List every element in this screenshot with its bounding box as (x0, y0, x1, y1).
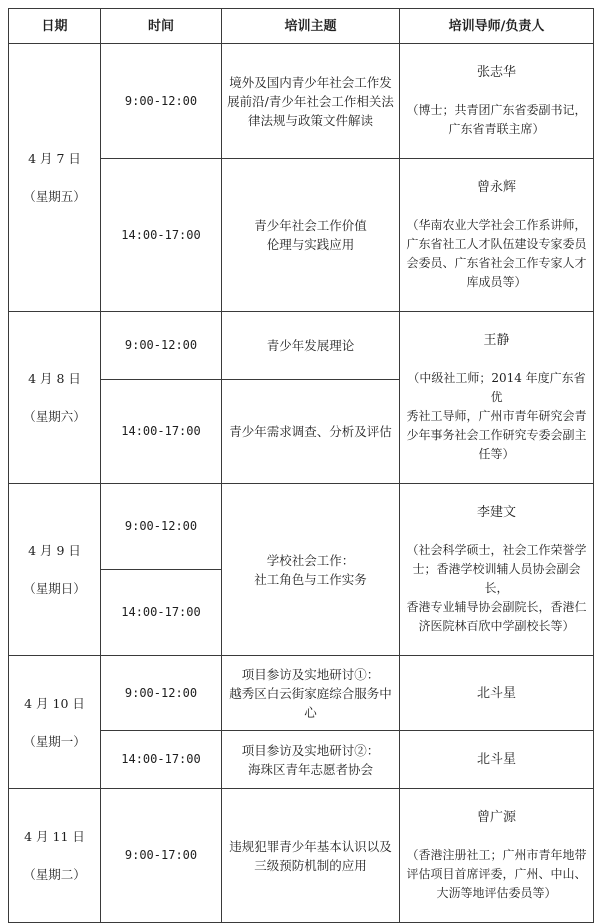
table-row (9, 789, 594, 923)
mentor-description: （香港注册社工；广州市青年地带 评估项目首席评委，广州、中山、 大沥等地评估委员等） (406, 848, 587, 900)
time-cell: 9:00-12:00 (101, 656, 222, 731)
topic-cell: 境外及国内青少年社会工作发 展前沿/青少年社会工作相关法 律法规与政策文件解读 (222, 44, 400, 159)
table-row (9, 312, 594, 380)
date-cell (9, 312, 101, 484)
date-label: 4 月 9 日 (28, 543, 81, 558)
time-cell: 9:00-12:00 (101, 484, 222, 570)
topic-cell: 项目参访及实地研讨②： 海珠区青年志愿者协会 (222, 731, 400, 789)
topic-cell: 青少年社会工作价值 伦理与实践应用 (222, 159, 400, 312)
topic-cell: 学校社会工作： 社工角色与工作实务 (222, 484, 400, 656)
header-mentor: 培训导师/负责人 (400, 9, 594, 44)
time-cell: 14:00-17:00 (101, 570, 222, 656)
date-label: 4 月 8 日 (28, 371, 81, 386)
mentor-name: 北斗星 (476, 752, 516, 767)
time-cell: 9:00-12:00 (101, 44, 222, 159)
table-row (9, 656, 594, 731)
mentor-cell (400, 731, 594, 789)
mentor-name: 北斗星 (476, 685, 516, 701)
mentor-cell (400, 312, 594, 484)
table-header-row (9, 9, 594, 44)
mentor-description: （社会科学硕士，社会工作荣誉学 士；香港学校训辅人员协会副会长， 香港专业辅导协会副院长，香港仁 济医院林百欣中学副校长等） (406, 543, 587, 633)
weekday-label: （星期日） (23, 581, 86, 596)
mentor-description: （华南农业大学社会工作系讲师， 广东省社工人才队伍建设专家委员 会委员、广东省社会工作专家人才 库成员等） (406, 218, 587, 289)
date-cell (9, 44, 101, 312)
weekday-label: （星期一） (23, 733, 86, 749)
topic-cell: 项目参访及实地研讨①： 越秀区白云街家庭综合服务中 心 (222, 656, 400, 731)
time-cell: 9:00-12:00 (101, 312, 222, 380)
mentor-name: 曾永辉 (476, 180, 516, 195)
header-topic: 培训主题 (222, 9, 400, 44)
training-schedule-table (8, 8, 594, 923)
date-label: 4 月 11 日 (24, 829, 85, 844)
topic-cell: 违规犯罪青少年基本认识以及 三级预防机制的应用 (222, 789, 400, 923)
date-cell (9, 789, 101, 923)
time-cell: 14:00-17:00 (101, 380, 222, 484)
time-cell: 9:00-17:00 (101, 789, 222, 923)
table-row (9, 484, 594, 570)
topic-cell: 青少年发展理论 (222, 312, 400, 380)
date-cell (9, 484, 101, 656)
mentor-cell (400, 789, 594, 923)
weekday-label: （星期六） (23, 409, 86, 424)
table-row (9, 44, 594, 159)
mentor-cell (400, 484, 594, 656)
mentor-cell (400, 656, 594, 731)
mentor-description: （博士；共青团广东省委副书记， 广东省青联主席） (406, 103, 587, 136)
weekday-label: （星期五） (23, 189, 86, 204)
mentor-cell (400, 159, 594, 312)
time-cell: 14:00-17:00 (101, 159, 222, 312)
header-time: 时间 (101, 9, 222, 44)
topic-cell: 青少年需求调查、分析及评估 (222, 380, 400, 484)
time-cell: 14:00-17:00 (101, 731, 222, 789)
header-date: 日期 (9, 9, 101, 44)
mentor-cell (400, 44, 594, 159)
weekday-label: （星期二） (23, 867, 86, 882)
mentor-name: 李建文 (476, 505, 516, 520)
date-label: 4 月 10 日 (24, 695, 85, 711)
mentor-name: 曾广源 (476, 810, 516, 825)
mentor-description: （中级社工师；2014 年度广东省优 秀社工导师，广州市青年研究会青 少年事务社会工作研究专委会副主 任等） (406, 371, 587, 461)
mentor-name: 张志华 (476, 65, 516, 80)
date-label: 4 月 7 日 (28, 151, 81, 166)
date-cell (9, 656, 101, 789)
mentor-name: 王静 (483, 333, 510, 348)
